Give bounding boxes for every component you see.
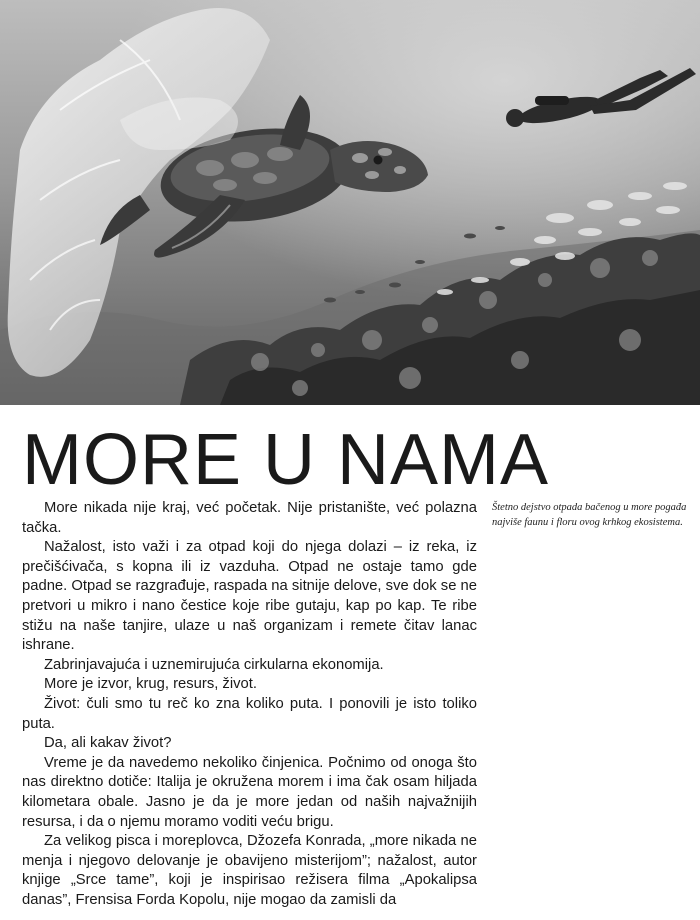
- paragraph: More nikada nije kraj, već početak. Nije pristanište, već polazna tačka.: [22, 500, 477, 536]
- article-body: [22, 499, 477, 910]
- paragraph: Život: čuli smo tu reč ko zna koliko puta. I ponovili je isto toliko puta.: [22, 695, 477, 732]
- hero-photo-sea-turtle-plastic: [0, 0, 700, 405]
- paragraph: Nažalost, isto važi i za otpad koji do njega dolazi – iz reka, iz prečišćivača, s kopna ili iz vazduha. Otpad ne ostaje tamo gde padne. Otpad se razgrađuje, raspada na sitnije delove, sve dok se ne pretvori u mikro i nano čestice koje ribe gutaju, kap po kap. Te ribe stižu na naše tanjire, ulaze u naš organizam i remete čitav lanac ishrane.: [22, 539, 477, 654]
- article-title: MORE U NAMA: [22, 420, 550, 500]
- paragraph: Da, ali kakav život?: [44, 735, 172, 752]
- paragraph: Zabrinjavajuća i uznemirujuća cirkularna ekonomija.: [44, 656, 384, 673]
- paragraph: More je izvor, krug, resurs, život.: [44, 676, 257, 693]
- paragraph: Vreme je da navedemo nekoliko činjenica. Počnimo od onoga što nas direktno dotiče: Italija je okružena morem i ima čak osam hiljada kilometara obale. Jasno je da je more jedan od naših najvažnijih resursa, i da o njemu moramo voditi veću brigu.: [22, 754, 477, 830]
- paragraph: Za velikog pisca i moreplovca, Džozefa Konrada, „more nikada ne menja i njegovo delovanje je obavijeno misterijom”; nažalost, autor knjige „Srce tame”, koji je inspirisao režisera filma „Apokalipsa danas”, Frensisa Forda Kopolu, nije mogao da zamisli da: [22, 833, 477, 908]
- photo-caption: Štetno dejstvo otpada bačenog u more pogađa najviše faunu i floru ovog krhkog ekosistema.: [492, 502, 687, 528]
